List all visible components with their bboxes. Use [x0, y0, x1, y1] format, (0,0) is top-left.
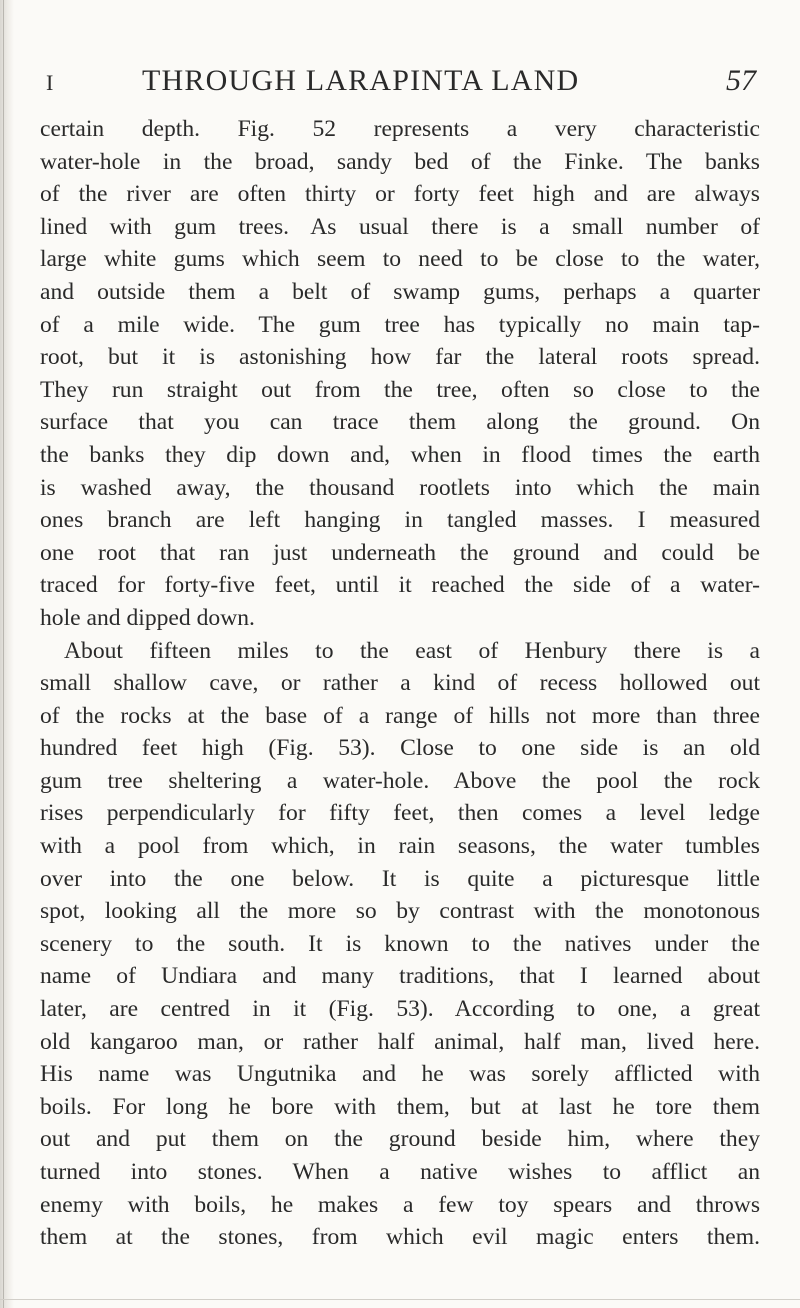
text-line: lined with gum trees. As usual there is a small number of — [40, 213, 760, 240]
text-line: traced for forty-five feet, until it reached the side of a water- — [40, 572, 760, 599]
text-line: later, are centred in it (Fig. 53). According to one, a great — [40, 996, 760, 1023]
text-line: spot, looking all the more so by contrast with the monotonous — [40, 898, 760, 925]
text-line: one root that ran just underneath the ground and could be — [40, 539, 760, 566]
text-line: root, but it is astonishing how far the lateral roots spread. — [40, 344, 760, 371]
text-line: name of Undiara and many traditions, that I learned about — [40, 963, 760, 990]
text-line: turned into stones. When a native wishes to afflict an — [40, 1159, 760, 1185]
text-line: and outside them a belt of swamp gums, perhaps a quarter — [40, 278, 760, 305]
running-header — [46, 62, 756, 102]
text-line: rises perpendicularly for fifty feet, then comes a level ledge — [40, 800, 760, 827]
chapter-number: I — [46, 70, 55, 95]
text-line: certain depth. Fig. 52 represents a very characteristic — [40, 116, 760, 142]
text-line: His name was Ungutnika and he was sorely afflicted with — [40, 1061, 760, 1088]
text-line: ones branch are left hanging in tangled masses. I measured — [40, 507, 760, 534]
text-line: water-hole in the broad, sandy bed of the Finke. The banks — [40, 148, 760, 175]
body-text — [40, 113, 760, 1254]
text-line: them at the stones, from which evil magic enters them. — [40, 1224, 760, 1251]
text-line: hundred feet high (Fig. 53). Close to one side is an old — [40, 735, 760, 762]
text-line: boils. For long he bore with them, but at last he tore them — [40, 1093, 760, 1120]
running-title: THROUGH LARAPINTA LAND — [142, 64, 580, 97]
text-line: over into the one below. It is quite a picturesque little — [40, 865, 760, 892]
text-line: old kangaroo man, or rather half animal, half man, lived here. — [40, 1028, 760, 1055]
text-line: large white gums which seem to need to be close to the water, — [40, 246, 760, 273]
paragraph-end-line: hole and dipped down. — [40, 604, 255, 631]
text-line: gum tree sheltering a water-hole. Above the pool the rock — [40, 767, 760, 794]
text-line: with a pool from which, in rain seasons, the water tumbles — [40, 833, 760, 860]
text-line: enemy with boils, he makes a few toy spears and throws — [40, 1191, 760, 1218]
text-line: of a mile wide. The gum tree has typically no main tap- — [40, 311, 760, 338]
page-bottom-edge — [0, 1299, 800, 1300]
text-line: of the rocks at the base of a range of hills not more than three — [40, 702, 760, 729]
text-line: surface that you can trace them along the ground. On — [40, 409, 760, 436]
page-number: 57 — [726, 64, 756, 97]
text-line: is washed away, the thousand rootlets into which the main — [40, 474, 760, 501]
text-line: of the river are often thirty or forty feet high and are always — [40, 181, 760, 208]
page-gutter-line — [3, 0, 4, 1308]
text-line: out and put them on the ground beside him, where they — [40, 1126, 760, 1153]
paragraph-start-line: About fifteen miles to the east of Henbury there is a — [64, 637, 760, 664]
text-line: small shallow cave, or rather a kind of recess hollowed out — [40, 670, 760, 697]
text-line: the banks they dip down and, when in flood times the earth — [40, 441, 760, 468]
text-line: scenery to the south. It is known to the natives under the — [40, 930, 760, 957]
text-line: They run straight out from the tree, often so close to the — [40, 376, 760, 403]
